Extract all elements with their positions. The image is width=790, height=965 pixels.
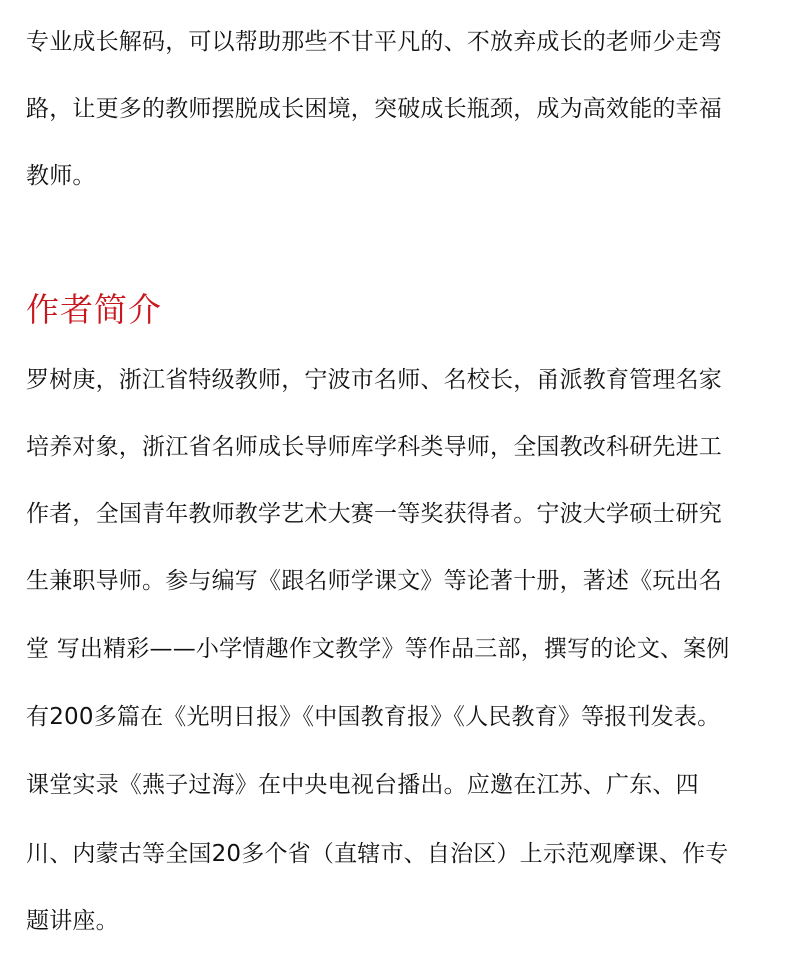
- paragraph-line: 作者，全国青年教师教学艺术大赛一等奖获得者。宁波大学硕士研究: [26, 501, 722, 527]
- section-heading-author: 作者简介: [26, 290, 162, 329]
- paragraph-line: 题讲座。: [26, 908, 119, 934]
- paragraph-line: 课堂实录《燕子过海》在中央电视台播出。应邀在江苏、广东、四: [26, 772, 699, 798]
- paragraph-line: 培养对象，浙江省名师成长导师库学科类导师，全国教改科研先进工: [26, 434, 722, 460]
- paragraph-line: 教师。: [26, 163, 96, 189]
- paragraph-line: 堂 写出精彩——小学情趣作文教学》等作品三部，撰写的论文、案例: [26, 636, 730, 662]
- paragraph-line: 生兼职导师。参与编写《跟名师学课文》等论著十册，著述《玩出名: [26, 568, 722, 594]
- paragraph-line: 有200多篇在《光明日报》《中国教育报》《人民教育》等报刊发表。: [26, 704, 721, 730]
- paragraph-line: 川、内蒙古等全国20多个省（直辖市、自治区）上示范观摩课、作专: [26, 841, 729, 867]
- paragraph-line: 罗树庚，浙江省特级教师，宁波市名师、名校长，甬派教育管理名家: [26, 367, 722, 393]
- paragraph-line: 路，让更多的教师摆脱成长困境，突破成长瓶颈，成为高效能的幸福: [26, 96, 722, 122]
- paragraph-line: 专业成长解码，可以帮助那些不甘平凡的、不放弃成长的老师少走弯: [26, 29, 722, 55]
